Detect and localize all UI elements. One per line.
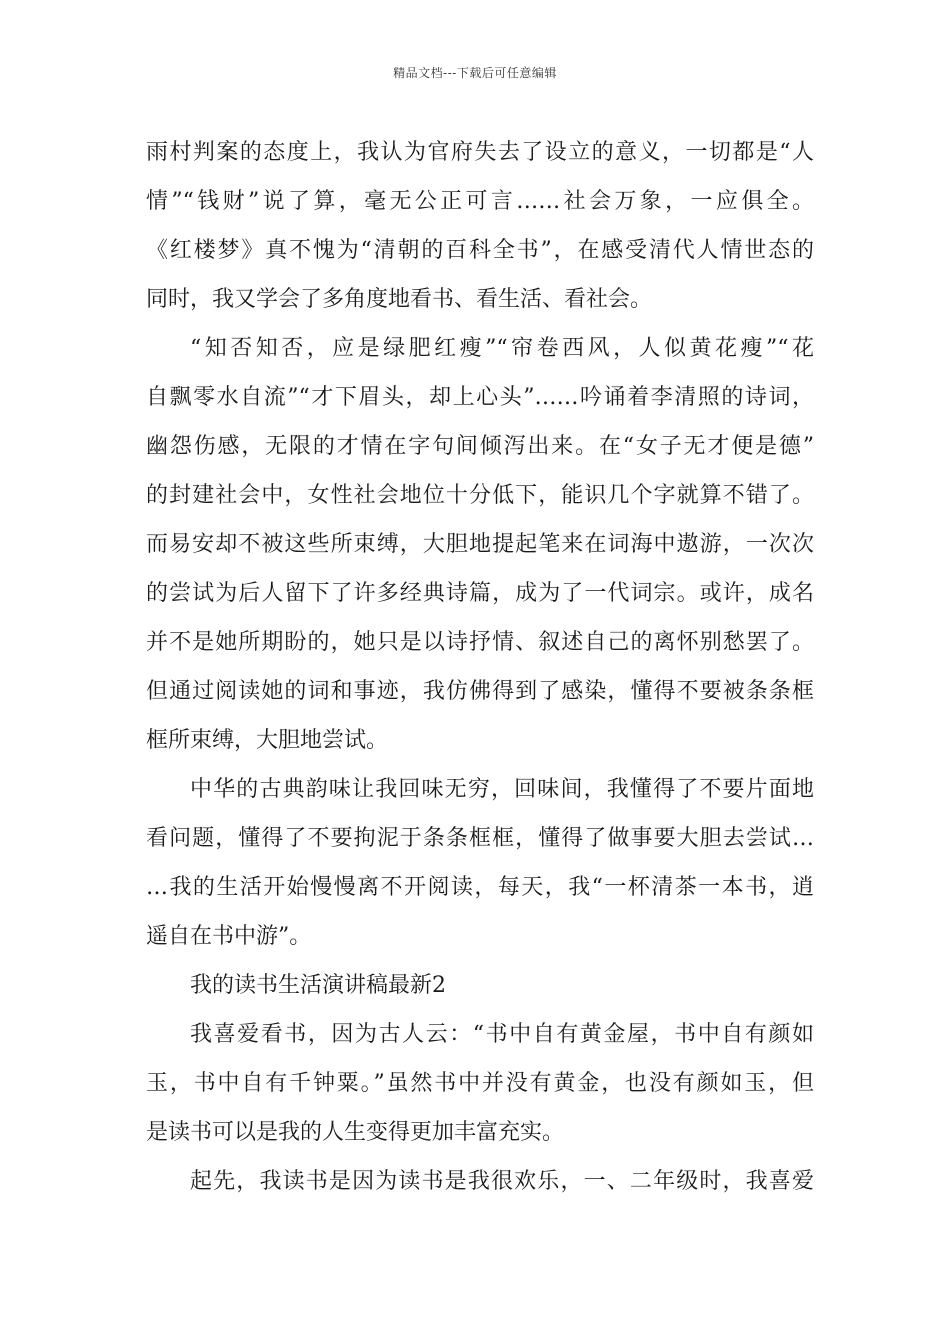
text-line: 自飘零水自流”“才下眉头，却上心头”……吟诵着李清照的诗词，	[146, 385, 814, 410]
text-line: 同时，我又学会了多角度地看书、看生活、看社会。	[146, 287, 653, 312]
text-line: 幽怨伤感，无限的才情在字句间倾泻出来。在“女子无才便是德”	[146, 434, 814, 459]
text-line: …我的生活开始慢慢离不开阅读，每天，我“一杯清茶一本书，逍	[146, 875, 814, 900]
text-line: 的封建社会中，女性社会地位十分低下，能识几个字就算不错了。	[146, 483, 814, 508]
text-line: 雨村判案的态度上，我认为官府失去了设立的意义，一切都是“人	[146, 140, 814, 165]
text-line: 中华的古典韵味让我回味无穷，回味间，我懂得了不要片面地	[190, 777, 814, 802]
text-line: 框所束缚，大胆地尝试。	[146, 728, 389, 753]
text-line: 而易安却不被这些所束缚，大胆地提起笔来在词海中遨游，一次次	[146, 532, 814, 557]
text-line: 《红楼梦》真不愧为“清朝的百科全书”，在感受清代人情世态的	[146, 238, 814, 263]
text-line: 但通过阅读她的词和事迹，我仿佛得到了感染，懂得不要被条条框	[146, 679, 814, 704]
text-line: 玉，书中自有千钟粟。”虽然书中并没有黄金，也没有颜如玉，但	[146, 1071, 814, 1096]
text-line: 遥自在书中游”。	[146, 924, 312, 949]
text-line: 看问题，懂得了不要拘泥于条条框框，懂得了做事要大胆去尝试…	[146, 826, 814, 851]
text-line: “知否知否，应是绿肥红瘦”“帘卷西风，人似黄花瘦”“花	[190, 336, 814, 361]
text-line: 我的读书生活演讲稿最新2	[190, 973, 446, 998]
text-line: 情”“钱财”说了算，毫无公正可言……社会万象，一应俱全。	[146, 189, 814, 214]
text-line: 并不是她所期盼的，她只是以诗抒情、叙述自己的离怀别愁罢了。	[146, 630, 814, 655]
text-line: 的尝试为后人留下了许多经典诗篇，成为了一代词宗。或许，成名	[146, 581, 814, 606]
text-line: 我喜爱看书，因为古人云：“书中自有黄金屋，书中自有颜如	[190, 1022, 814, 1047]
text-line: 是读书可以是我的人生变得更加丰富充实。	[146, 1120, 565, 1145]
page-header: 精品文档---下载后可任意编辑	[393, 66, 557, 80]
text-line: 起先，我读书是因为读书是我很欢乐，一、二年级时，我喜爱	[190, 1169, 814, 1194]
document-body	[146, 128, 814, 1206]
